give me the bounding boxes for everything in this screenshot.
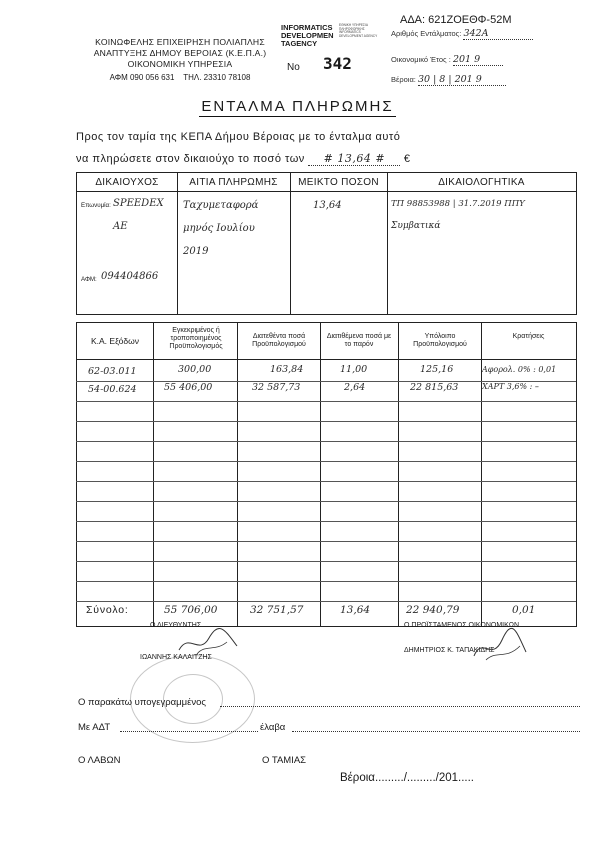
director-name: ΙΩΑΝΝΗΣ ΚΑΛΑΙΤΖΗΣ <box>140 654 212 661</box>
header-gross: ΜΕΙΚΤΟ ΠΟΣΟΝ <box>298 177 379 188</box>
org-line-2: ΑΝΑΠΤΥΞΗΣ ΔΗΜΟΥ ΒΕΡΟΙΑΣ (Κ.Ε.Π.Α.) <box>93 48 267 58</box>
afm-value: 094404866 <box>101 271 159 282</box>
stamp-line-2: DEVELOPMEN <box>281 31 334 40</box>
stamp-number: 342 <box>323 54 352 73</box>
row-1-code: 62-03.011 <box>88 366 137 377</box>
fiscal-year-label: Οικονομικό Έτος : <box>391 55 451 64</box>
row-1-withholdings: Αφορολ. 0% : 0,01 <box>482 365 557 374</box>
receipt-received: έλαβα <box>260 722 286 733</box>
lead-line-2-text: να πληρώσετε στον δικαιούχο το ποσό των <box>76 153 305 165</box>
header-available: Διατεθέντα ποσά Προϋπολογισμού <box>252 333 306 348</box>
cause-line-3: 2019 <box>183 246 209 257</box>
stamp-no-label: No <box>287 62 300 73</box>
cause-line-1: Ταχυμεταφορά <box>183 200 259 211</box>
total-withholdings: 0,01 <box>512 604 536 616</box>
mandate-number-label: Αριθμός Εντάλματος: <box>391 29 462 38</box>
stamp-line-3: TAGENCY <box>281 39 318 48</box>
finance-signature-icon <box>470 626 530 666</box>
row-1-available: 163,84 <box>270 364 304 375</box>
amount-handwritten: # 13,64 # <box>308 152 400 166</box>
place-date: Βέροια........./........./201..... <box>340 772 475 784</box>
header-docs: ΔΙΚΑΙΟΛΟΓΗΤΙΚΑ <box>438 177 525 188</box>
stamp-agency-name <box>281 24 334 48</box>
total-remaining: 22 940,79 <box>406 604 460 616</box>
date-label: Βέροια: <box>391 75 416 84</box>
name-label: Επωνυμία: <box>81 202 111 209</box>
stamp-tiny-text: ΕΘΝΙΚΗ ΥΠΗΡΕΣΙΑ ΠΛΗΡΟΦΟΡΙΚΗΣ INFORMATICS DEVELOPMENT AGENCY <box>339 23 378 38</box>
cashier-label: Ο ΤΑΜΙΑΣ <box>262 755 307 766</box>
lead-line-2 <box>76 152 411 166</box>
org-afm-phone <box>80 72 280 83</box>
finance-title: Ο ΠΡΟΪΣΤΑΜΕΝΟΣ ΟΙΚΟΝΟΜΙΚΩΝ <box>404 622 520 629</box>
mandate-number-row <box>391 28 533 40</box>
ada-code: ΑΔΑ: 621ΖΟΕΘΦ-52Μ <box>400 14 512 26</box>
cause-line-2: μηνός Ιουλίου <box>183 223 255 234</box>
row-1-approved: 300,00 <box>178 364 212 375</box>
director-title: Ο ΔΙΕΥΘΥΝΤΗΣ <box>150 622 202 629</box>
payee-table <box>76 172 577 315</box>
row-2-spent: 2,64 <box>344 382 366 393</box>
header-withholdings: Κρατήσεις <box>512 333 545 340</box>
director-signature-icon <box>175 626 245 660</box>
total-label: Σύνολο: <box>86 604 129 616</box>
name-value-2: ΑΕ <box>113 221 128 232</box>
date-row <box>391 74 506 86</box>
docs-line-1: ΤΠ 98853988 | 31.7.2019 ΠΠΥ <box>391 199 525 209</box>
finance-name: ΔΗΜΗΤΡΙΟΣ Κ. ΤΑΠΑΚΙΔΗΣ <box>404 647 495 654</box>
org-line-3: ΟΙΚΟΝΟΜΙΚΗ ΥΠΗΡΕΣΙΑ <box>127 59 233 69</box>
row-2-remaining: 22 815,63 <box>410 382 459 393</box>
protocol-stamp <box>281 24 385 80</box>
lead-line-1: Προς τον ταμία της ΚΕΠΑ Δήμου Βέροιας με το ένταλμα αυτό <box>76 131 401 143</box>
total-available: 32 751,57 <box>250 604 304 616</box>
org-phone: ΤΗΛ. 23310 78108 <box>183 73 251 82</box>
header-spent: Διατιθέμενα ποσά με το παρόν <box>326 333 392 348</box>
mandate-number-value: 342Α <box>463 28 533 40</box>
receipt-signed-by: Ο παρακάτω υπογεγραμμένος <box>78 697 206 708</box>
row-2-approved: 55 406,00 <box>164 382 213 393</box>
row-2-withholdings: ΧΑΡΤ 3,6% : – <box>482 382 539 391</box>
row-1-remaining: 125,16 <box>420 364 454 375</box>
stamp-line-1: INFORMATICS <box>281 23 333 32</box>
header-cause: ΑΙΤΙΑ ΠΛΗΡΩΜΗΣ <box>189 177 278 188</box>
total-spent: 13,64 <box>340 604 371 616</box>
gross-value: 13,64 <box>313 200 342 211</box>
row-1-spent: 11,00 <box>340 364 368 375</box>
page-title <box>0 98 595 115</box>
recipient-label: Ο ΛΑΒΩΝ <box>78 755 121 766</box>
row-2-code: 54-00.624 <box>88 384 137 395</box>
org-afm: ΑΦΜ 090 056 631 <box>109 73 175 82</box>
receipt-id-label: Με ΑΔΤ <box>78 722 111 733</box>
row-2-available: 32 587,73 <box>252 382 301 393</box>
currency-sign: € <box>403 153 411 165</box>
name-value: SPEEDEX <box>113 198 164 209</box>
org-line-1: ΚΟΙΝΩΦΕΛΗΣ ΕΠΙΧΕΙΡΗΣΗ ΠΟΛΙΑΠΛΗΣ <box>95 37 265 47</box>
title-text: ΕΝΤΑΛΜΑ ΠΛΗΡΩΜΗΣ <box>201 98 394 115</box>
header-code: Κ.Α. Εξόδων <box>90 336 140 346</box>
total-approved: 55 706,00 <box>164 604 218 616</box>
fiscal-year-value: 201 9 <box>453 54 503 66</box>
header-remaining: Υπόλοιπο Προϋπολογισμού <box>413 333 467 348</box>
date-value: 30 | 8 | 201 9 <box>418 74 506 86</box>
header-approved: Εγκεκριμένος ή τροποποιημένος Προϋπολογισμός <box>169 327 223 350</box>
organization-header <box>80 37 280 83</box>
header-beneficiary: ΔΙΚΑΙΟΥΧΟΣ <box>95 177 159 188</box>
docs-line-2: Συμβατικά <box>391 221 441 231</box>
afm-label: ΑΦΜ: <box>81 276 97 283</box>
fiscal-year-row <box>391 54 503 66</box>
